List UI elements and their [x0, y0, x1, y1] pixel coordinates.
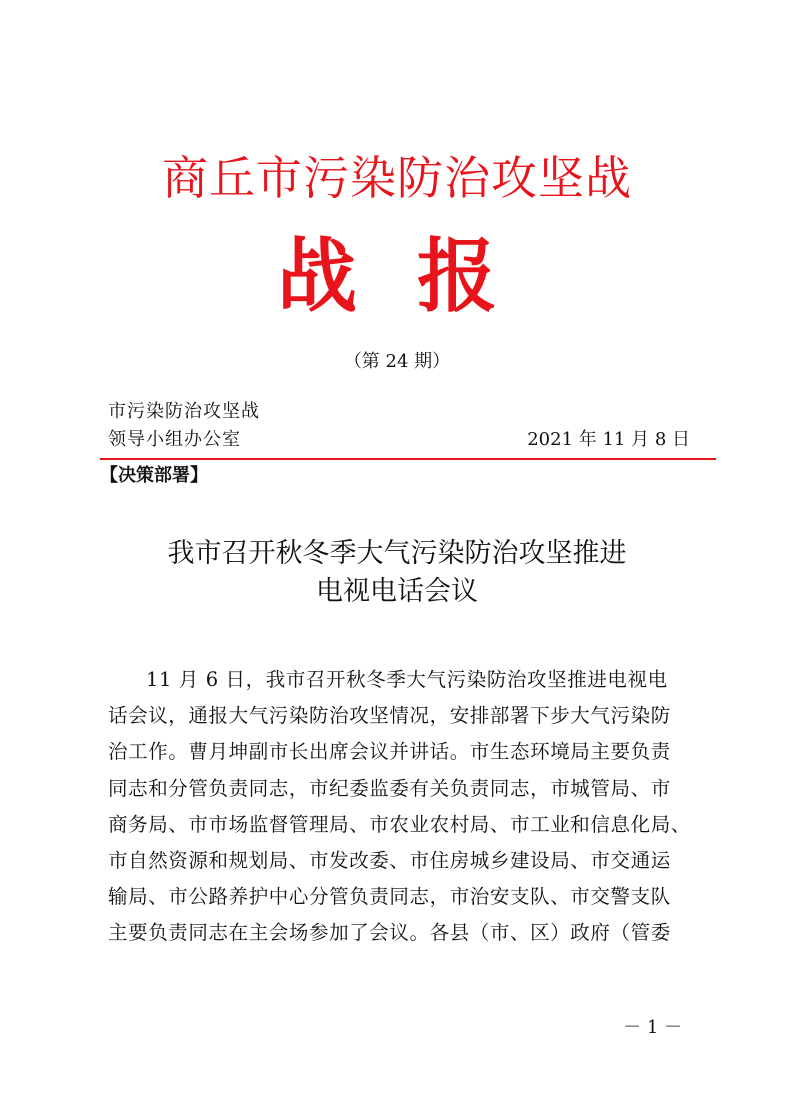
page-number: － 1 －	[623, 1017, 682, 1038]
masthead-title: 商丘市污染防治攻坚战	[162, 151, 632, 205]
article-body	[108, 662, 698, 952]
body-line: 输局、市公路养护中心分管负责同志，市治安支队、市交警支队	[108, 885, 671, 909]
publisher-block	[108, 398, 260, 454]
section-tag: 【决策部署】	[100, 465, 208, 486]
red-divider	[100, 458, 716, 460]
masthead-subtitle: 战报	[277, 230, 557, 323]
body-line: 11 月 6 日，我市召开秋冬季大气污染防治攻坚推进电视电	[146, 668, 668, 691]
body-line: 治工作。曹月坤副市长出席会议并讲话。市生态环境局主要负责	[108, 740, 671, 764]
publish-date: 2021 年 11 月 8 日	[527, 429, 690, 450]
body-line: 话会议，通报大气污染防治攻坚情况，安排部署下步大气污染防	[108, 704, 671, 728]
body-line: 商务局、市市场监督管理局、市农业农村局、市工业和信息化局、	[108, 812, 691, 836]
body-line: 同志和分管负责同志，市纪委监委有关负责同志，市城管局、市	[108, 776, 671, 800]
article-headline	[0, 535, 794, 611]
publisher-line-1: 市污染防治攻坚战	[108, 401, 260, 422]
headline-line-2: 电视电话会议	[316, 576, 478, 607]
publisher-line-2: 领导小组办公室	[108, 429, 241, 450]
headline-line-1: 我市召开秋冬季大气污染防治攻坚推进	[167, 538, 627, 569]
body-line: 市自然资源和规划局、市发改委、市住房城乡建设局、市交通运	[108, 849, 671, 873]
issue-number: （第 24 期）	[343, 351, 451, 372]
body-line: 主要负责同志在主会场参加了会议。各县（市、区）政府（管委	[108, 921, 671, 945]
